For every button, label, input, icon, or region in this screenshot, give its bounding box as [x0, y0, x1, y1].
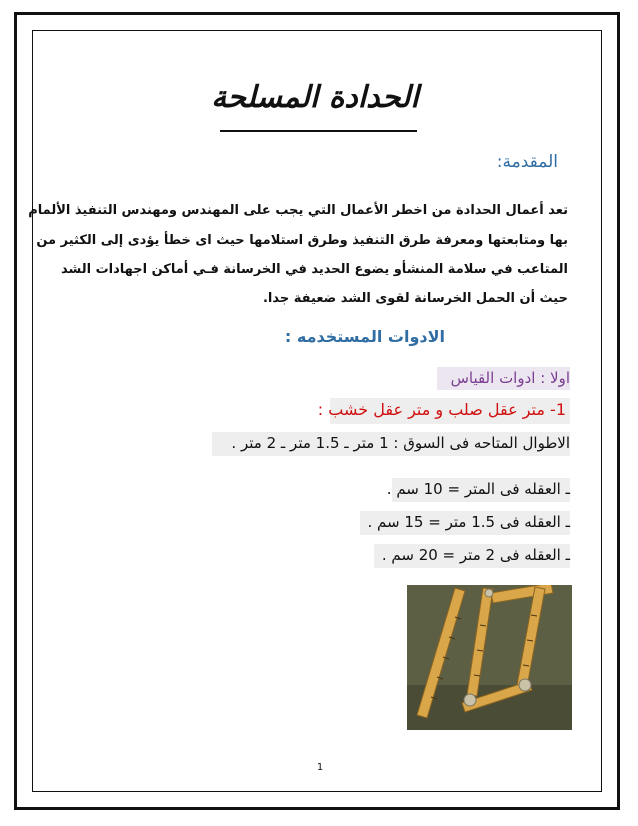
tool-detail-line: ـ العقله فى المتر = 10 سم . [386, 480, 570, 498]
intro-line: المتاعب في سلامة المنشأو يضوع الحديد في الخرسانة فـي أماكن اجهادات الشد [61, 262, 568, 277]
folding-ruler-icon [407, 585, 572, 730]
tool-detail-line: ـ العقله فى 2 متر = 20 سم . [381, 546, 570, 564]
tool-detail-line: الاطوال المتاحه فى السوق : 1 متر ـ 1.5 متر ـ 2 متر . [231, 434, 570, 452]
intro-line: بها ومتابعتها ومعرفة طرق التنفيذ وطرق استلامها حيث اى خطأ يؤدى إلى الكثير من [36, 233, 568, 248]
folding-ruler-image [407, 585, 572, 730]
tool-detail-line: ـ العقله فى 1.5 متر = 15 سم . [367, 513, 570, 531]
intro-heading: المقدمة: [496, 152, 558, 172]
intro-line: تعد أعمال الحدادة من اخطر الأعمال التي يجب على المهندس ومهندس التنفيذ الألمام [28, 203, 568, 218]
tools-heading: الادوات المستخدمه : [284, 327, 445, 346]
tool-item-heading: 1- متر عقل صلب و متر عقل خشب : [317, 400, 566, 419]
title-underline [220, 130, 417, 132]
intro-line: حيث أن الحمل الخرسانة لقوى الشد ضعيفة جدا. [262, 291, 568, 306]
page-title: الحدادة المسلحة [211, 80, 419, 115]
page-number: 1 [316, 762, 324, 773]
measuring-tools-heading: اولا : ادوات القياس [450, 369, 570, 387]
